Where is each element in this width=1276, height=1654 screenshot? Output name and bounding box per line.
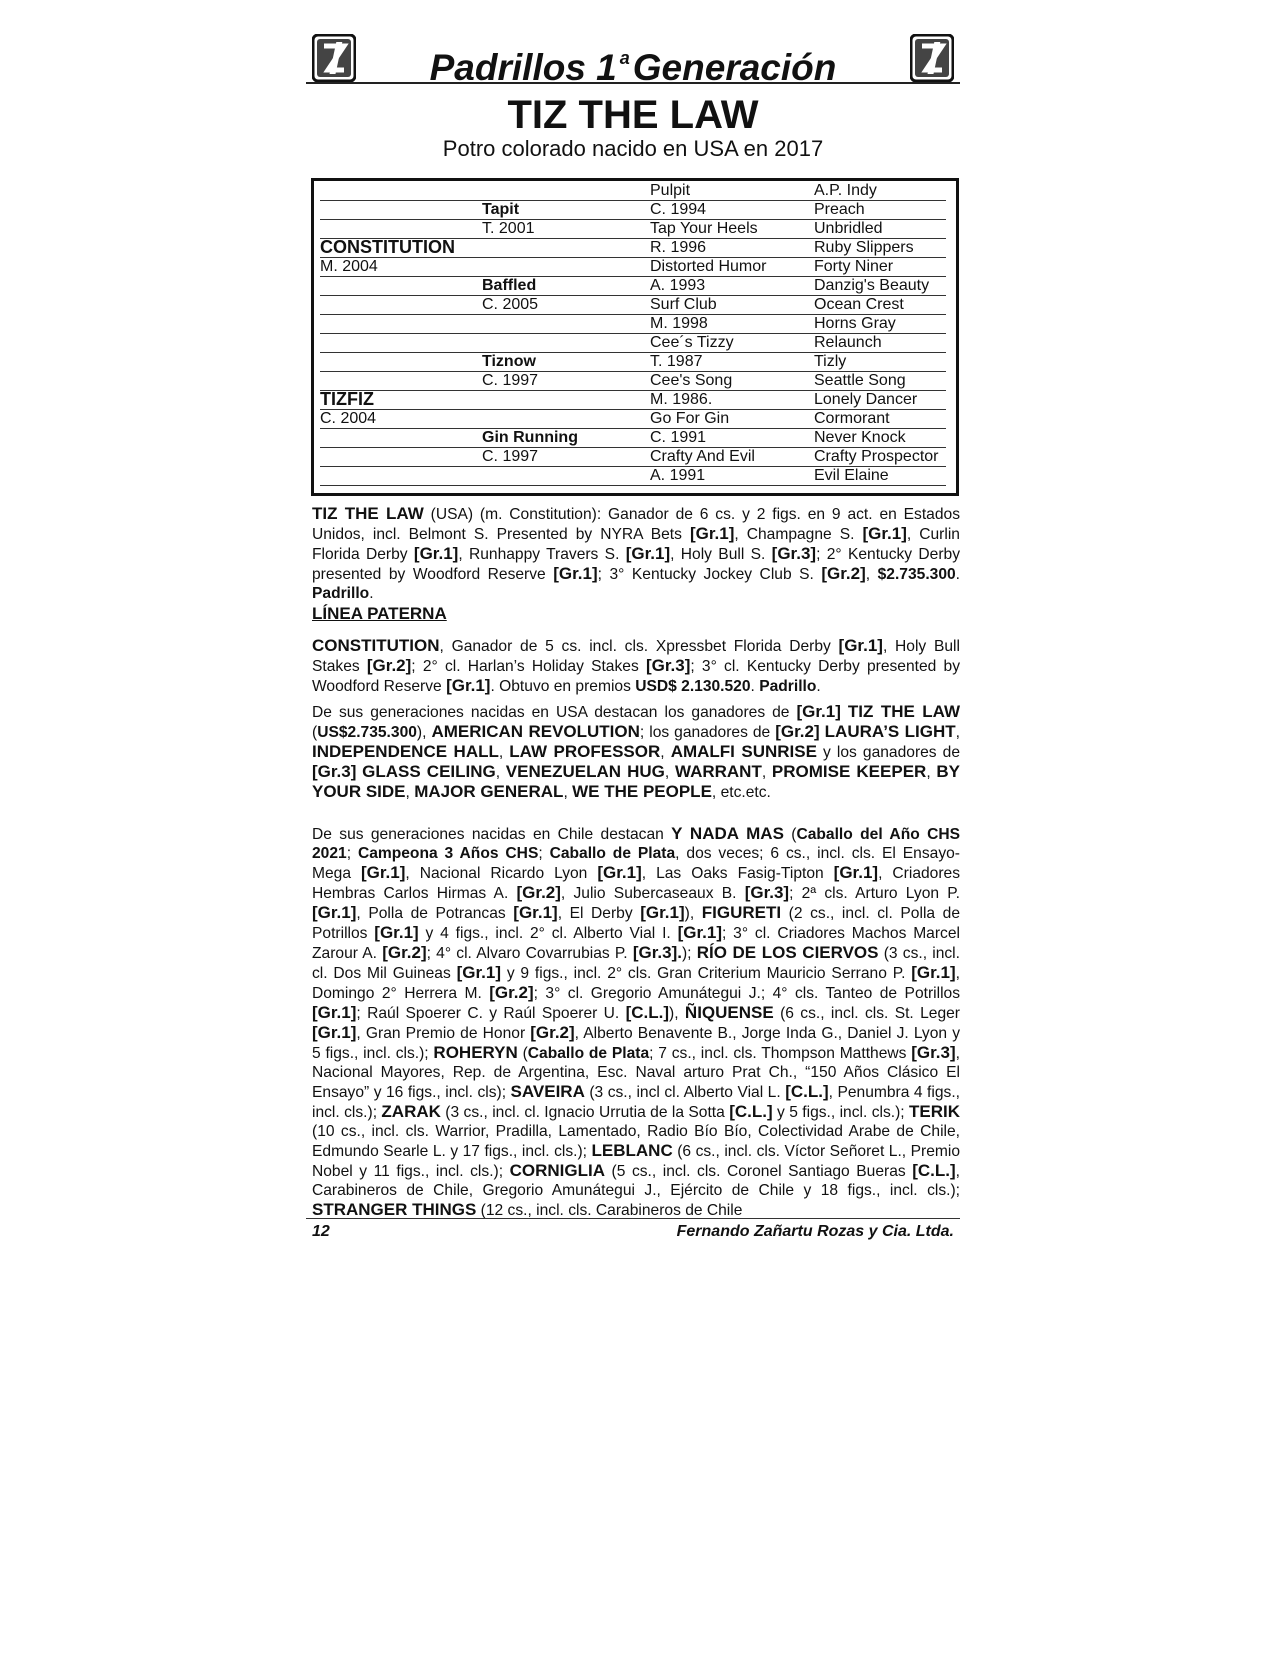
usa-progeny-paragraph: De sus generaciones nacidas en USA destacan los ganadores de [Gr.1] TIZ THE LAW (US$2.735.300), AMERICAN REVOLUTION; los ganadores de [Gr.2] LAURA’S LIGHT, INDEPENDENCE HALL, LAW PROFESSOR, AMALFI SUNRISE y los ganadores de [Gr.3] GLASS CEILING, VENEZUELAN HUG, WARRANT, PROMISE KEEPER, BY YOUR SIDE, MAJOR GENERAL, WE THE PEOPLE, etc.etc. xyxy=(312,702,961,801)
section-heading-linea-paterna: LÍNEA PATERNA xyxy=(312,604,447,623)
header-rule xyxy=(306,82,960,84)
page-title: Padrillos 1 $^a$Generación xyxy=(429,47,837,88)
pedigree-row: TIZFIZ M. 1986. Lonely Dancer xyxy=(320,390,946,410)
horse-subtitle: Potro colorado nacido en USA en 2017 xyxy=(442,136,824,161)
pedigree-row: C. 1997 Cee's Song Seattle Song xyxy=(320,371,946,391)
pedigree-row: Cee´s Tizzy Relaunch xyxy=(320,333,946,353)
brand-logo-left xyxy=(312,34,356,82)
sire-paragraph: CONSTITUTION, Ganador de 5 cs. incl. cls. Xpressbet Florida Derby [Gr.1], Holy Bull Stakes [Gr.2]; 2° cl. Harlan’s Holiday Stakes [Gr.3]; 3° cl. Kentucky Derby presented by Woodford Reserve [Gr.1]. Obtuvo en premios USD$ 2.130.520. Padrillo. xyxy=(312,636,961,695)
horse-summary-paragraph: TIZ THE LAW (USA) (m. Constitution): Ganador de 6 cs. y 2 figs. en 9 act. en Estados Unidos, incl. Belmont S. Presented by NYRA Bets [Gr.1], Champagne S. [Gr.1], Curlin Florida Derby [Gr.1], Runhappy Travers S. [Gr.1], Holy Bull S. [Gr.3]; 2° Kentucky Derby presented by Woodford Reserve [Gr.1]; 3° Kentucky Jockey Club S. [Gr.2], $2.735.300. Padrillo. xyxy=(312,504,961,602)
chile-progeny-paragraph: De sus generaciones nacidas en Chile destacan Y NADA MAS (Caballo del Año CHS 2021; Campeona 3 Años CHS; Caballo de Plata, dos veces; 6 cs., incl. cls. El Ensayo-Mega [Gr.1], Nacional Ricardo Lyon [Gr.1], Las Oaks Fasig-Tipton [Gr.1], Criadores Hembras Carlos Hirmas A. [Gr.2], Julio Subercaseaux B. [Gr.3]; 2ª cls. Arturo Lyon P. [Gr.1], Polla de Potrancas [Gr.1], El Derby [Gr.1]), FIGURETI (2 cs., incl. cl. Polla de Potrillos [Gr.1] y 4 figs., incl. 2° cl. Alberto Vial I. [Gr.1]; 3° cl. Criadores Machos Marcel Zarour A. [Gr.2]; 4° cl. Alvaro Covarrubias P. [Gr.3].); RÍO DE LOS CIERVOS (3 cs., incl. cl. Dos Mil Guineas [Gr.1] y 9 figs., incl. 2° cls. Gran Criterium Mauricio Serrano P. [Gr.1], Domingo 2° Herrera M. [Gr.2]; 3° cl. Gregorio Amunátegui J.; 4° cls. Tanteo de Potrillos [Gr.1]; Raúl Spoerer C. y Raúl Spoerer U. [C.L.]), ÑIQUENSE (6 cs., incl. cls. St. Leger [Gr.1], Gran Premio de Honor [Gr.2], Alberto Benavente B., Jorge Inda G., Daniel J. Lyon y 5 figs., incl. cls.); ROHERYN (Caballo de Plata; 7 cs., incl. cls. Thompson Matthews [Gr.3], Nacional Mayores, Rep. de Argentina, Esc. Naval arturo Prat Ch., “150 Años Clásico El Ensayo” y 16 figs., incl. cls); SAVEIRA (3 cs., incl cl. Alberto Vial L. [C.L.], Penumbra 4 figs., incl. cls.); ZARAK (3 cs., incl. cl. Ignacio Urrutia de la Sotta [C.L.] y 5 figs., incl. cls.); TERIK (10 cs., incl. cls. Warrior, Pradilla, Lamentado, Radio Bío Bío, Colectividad Arabe de Chile, Edmundo Searle L. y 17 figs., incl. cls.); LEBLANC (6 cs., incl. cls. Víctor Señoret L., Premio Nobel y 11 figs., incl. cls.); CORNIGLIA (5 cs., incl. cls. Coronel Santiago Bueras [C.L.], Carabineros de Chile, Gregorio Amunátegui J., Ejército de Chile y 18 figs., incl. cls.); STRANGER THINGS (12 cs., incl. cls. Carabineros de Chile xyxy=(312,824,961,1219)
pedigree-row: Gin Running C. 1991 Never Knock xyxy=(320,428,946,448)
page-header xyxy=(306,34,960,88)
pedigree-row: C. 2004 Go For Gin Cormorant xyxy=(320,409,946,429)
pedigree-row: T. 2001 Tap Your Heels Unbridled xyxy=(320,219,946,239)
pedigree-row: Tapit C. 1994 Preach xyxy=(320,200,946,220)
publisher-name: Fernando Zañartu Rozas y Cia. Ltda. xyxy=(676,1223,954,1240)
brand-logo-right xyxy=(910,34,954,82)
pedigree-row: C. 1997 Crafty And Evil Crafty Prospector xyxy=(320,447,946,467)
pedigree-row: CONSTITUTION R. 1996 Ruby Slippers xyxy=(320,238,946,258)
pedigree-row: Baffled A. 1993 Danzig's Beauty xyxy=(320,276,946,296)
pedigree-row: Tiznow T. 1987 Tizly xyxy=(320,352,946,372)
page-footer xyxy=(306,1218,960,1249)
pedigree-row: A. 1991 Evil Elaine xyxy=(320,466,946,486)
page-number: 12 xyxy=(312,1223,330,1240)
pedigree-row: C. 2005 Surf Club Ocean Crest xyxy=(320,295,946,315)
pedigree-row: M. 2004 Distorted Humor Forty Niner xyxy=(320,257,946,277)
pedigree-row: Pulpit A.P. Indy xyxy=(320,181,946,201)
pedigree-row: M. 1998 Horns Gray xyxy=(320,314,946,334)
pedigree-table xyxy=(311,178,959,496)
horse-name: TIZ THE LAW xyxy=(507,93,759,137)
